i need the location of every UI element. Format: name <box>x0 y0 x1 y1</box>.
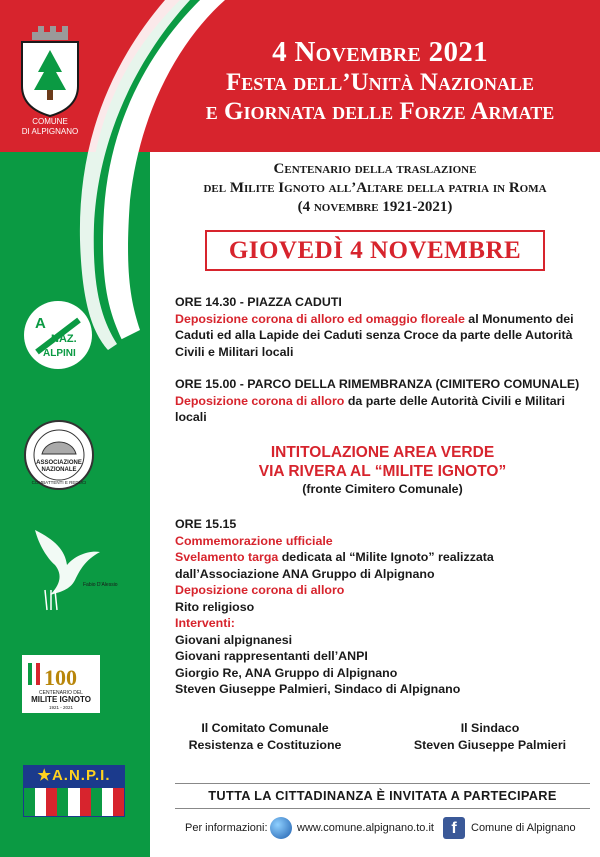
signature-left-line2: Resistenza e Costituzione <box>188 737 342 752</box>
event-3-interventi: Interventi: <box>175 616 235 630</box>
event-3 <box>175 516 590 698</box>
event-2-description <box>175 393 590 426</box>
centenario-name: MILITE IGNOTO <box>31 695 91 704</box>
event-1-rest: al Monumento dei Caduti ed alla Lapide dei Caduti senza Croce da parte delle Autorità Civili e Militari locali <box>175 311 574 359</box>
event-3-rito: Rito religioso <box>175 599 255 614</box>
artist-signature: Fabio D'Alessio <box>83 582 118 588</box>
event-1 <box>175 294 590 360</box>
anpi-logo-text <box>23 765 125 787</box>
subtitle-line2: del Milite Ignoto all’Altare della patria in Roma <box>203 180 547 196</box>
signature-right-line2: Steven Giuseppe Palmieri <box>413 737 567 752</box>
star-icon: ★ <box>37 767 52 784</box>
speaker-item: Giorgio Re, ANA Gruppo di Alpignano <box>175 665 398 680</box>
event-3-svelamento <box>175 549 590 582</box>
globe-icon <box>270 817 292 839</box>
speaker-item: Giovani rappresentanti dell’ANPI <box>175 649 368 663</box>
ana-logo-alpini: ALPINI <box>43 348 76 359</box>
footer-banner: TUTTA LA CITTADINANZA È INVITATA A PARTECIPARE <box>175 783 590 809</box>
info-row <box>175 815 590 843</box>
centenario-logo <box>22 655 100 713</box>
subtitle <box>165 160 585 217</box>
intitolazione-line3: (fronte Cimitero Comunale) <box>302 482 463 496</box>
title-line1: 4 Novembre 2021 <box>272 36 488 68</box>
combattenti-reduci-logo <box>24 420 94 495</box>
event-1-time: ORE 14.30 - PIAZZA CADUTI <box>175 295 342 309</box>
comune-line1: COMUNE <box>32 117 68 126</box>
comune-crest <box>18 26 82 121</box>
page-title <box>175 36 585 126</box>
intitolazione <box>175 443 590 498</box>
facebook-link[interactable]: Comune di Alpignano <box>471 822 576 834</box>
event-1-description <box>175 311 590 361</box>
event-2-rest: da parte delle Autorità Civili e Militari locali <box>175 393 565 424</box>
intitolazione-line1: INTITOLAZIONE AREA VERDE <box>270 444 495 461</box>
dove-artwork <box>25 520 118 615</box>
event-3-svelamento-highlight: Svelamento targa <box>175 550 279 564</box>
title-line3: e Giornata delle Forze Armate <box>205 98 555 125</box>
intitolazione-line2: VIA RIVERA AL “MILITE IGNOTO” <box>258 463 507 480</box>
centenario-small-text: CENTENARIO DEL <box>39 690 83 696</box>
anpi-logo <box>23 765 125 817</box>
anpi-logo-flags <box>23 787 125 817</box>
combattenti-logo-line2: NAZIONALE <box>41 467 77 473</box>
signature-right-line1: Il Sindaco <box>460 721 520 735</box>
event-2-highlight: Deposizione corona di alloro <box>175 393 345 408</box>
comune-line2: DI ALPIGNANO <box>21 127 79 136</box>
speaker-item: Steven Giuseppe Palmieri, Sindaco di Alpignano <box>175 682 461 696</box>
subtitle-line3: (4 novembre 1921-2021) <box>297 199 453 215</box>
signature-left-line1: Il Comitato Comunale <box>201 721 329 735</box>
event-2 <box>175 376 590 426</box>
anpi-logo-label: A.N.P.I. <box>51 767 111 784</box>
event-3-time: ORE 15.15 <box>175 517 237 531</box>
combattenti-logo-line1: ASSOCIAZIONE <box>36 460 82 466</box>
speaker-item: Giovani alpignanesi <box>175 632 293 647</box>
centenario-years: 1921 - 2021 <box>48 705 74 710</box>
ana-alpini-logo <box>23 300 93 375</box>
event-3-deposizione: Deposizione corona di alloro <box>175 583 345 597</box>
signature-left <box>175 720 355 753</box>
ana-logo-naz: NAZ. <box>51 333 77 345</box>
date-box: GIOVEDÌ 4 NOVEMBRE <box>205 230 545 271</box>
comune-name <box>10 117 90 137</box>
combattenti-logo-ring-text: COMBATTENTI E REDUCI <box>31 480 87 485</box>
event-3-commemorazione: Commemorazione ufficiale <box>175 533 333 548</box>
ana-logo-letter: A <box>35 315 46 332</box>
website-link[interactable]: www.comune.alpignano.to.it <box>297 822 434 834</box>
subtitle-line1: Centenario della traslazione <box>273 161 477 177</box>
event-2-time: ORE 15.00 - PARCO DELLA RIMEMBRANZA (CIMITERO COMUNALE) <box>175 377 580 391</box>
centenario-number: 100 <box>44 665 77 690</box>
info-label: Per informazioni: <box>185 822 268 834</box>
event-3-svelamento-rest: dedicata al “Milite Ignoto” realizzata dall’Associazione ANA Gruppo di Alpignano <box>175 550 494 581</box>
facebook-icon[interactable]: f <box>443 817 465 839</box>
title-line2: Festa dell’Unità Nazionale <box>226 69 534 96</box>
event-1-highlight: Deposizione corona di alloro ed omaggio floreale <box>175 311 465 326</box>
signature-right <box>395 720 585 753</box>
